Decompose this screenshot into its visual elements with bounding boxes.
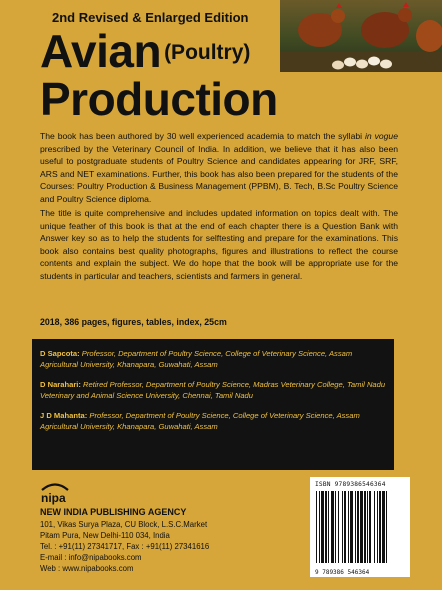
publisher-web: Web : www.nipabooks.com — [40, 564, 134, 573]
author-entry: J D Mahanta: Professor, Department of Poultry Science, College of Veterinary Science, Assam Agricultural University, Khanapara, Guwahati, Assam — [40, 411, 360, 431]
publication-details: 2018, 386 pages, figures, tables, index, 25cm — [40, 317, 227, 327]
publisher-address-1: 101, Vikas Surya Plaza, CU Block, L.S.C.Market — [40, 520, 208, 529]
title-poultry: (Poultry) — [164, 41, 251, 64]
description-paragraph-1: The book has been authored by 30 well experienced academia to match the syllabi in vogue prescribed by the Veterinary Council of India. In addition, we believe that it has also been useful to postgraduate students of Poultry Science and candidates appearing for JRF, SRF, ARS and NET examinations. Further, this book has also been prepared for the students of the Courses: Poultry Production & Business Management (PPBM), B. Tech, B.Sc Poultry Science and Poultry Science diploma. — [40, 131, 398, 204]
publisher-name: NEW INDIA PUBLISHING AGENCY — [40, 507, 187, 517]
title-avian: Avian — [40, 25, 162, 77]
isbn-barcode — [310, 477, 410, 577]
edition-label: 2nd Revised & Enlarged Edition — [52, 10, 249, 25]
publisher-address-2: Pitam Pura, New Delhi-110 034, India — [40, 531, 170, 540]
barcode-digits: 9 789386 546364 — [315, 569, 370, 576]
book-description — [40, 130, 398, 284]
publisher-info — [40, 507, 290, 574]
isbn-label: ISBN 9789386546364 — [315, 481, 386, 488]
author-entry: D Narahari: Retired Professor, Department of Poultry Science, Madras Veterinary College, Tamil Nadu Veterinary and Animal Science University, Chennai, Tamil Nadu — [40, 380, 386, 400]
author-entry: D Sapcota: Professor, Department of Poultry Science, College of Veterinary Science, Assam Agricultural University, Khanapara, Guwahati, Assam — [40, 349, 353, 369]
description-paragraph-2: The title is quite comprehensive and includes updated information on topics dealt with. The unique feather of this book is that at the end of each chapter there is a Question Bank with Answer key so as to help the students for selftesting and prepare for the examinations. This book also contains best quality photographs, figures and illustrations to reflect the course contents and explain the subject. We do hope that the book will be appropriate use for the students in particular and teachers, scientists and farmers in general. — [40, 208, 398, 281]
hens-with-eggs-photo — [280, 0, 442, 72]
logo-text: nipa — [41, 491, 66, 505]
book-title-line-1 — [40, 25, 251, 77]
authors-panel — [32, 339, 394, 470]
publisher-phone: Tel. : +91(11) 27341717, Fax : +91(11) 27341616 — [40, 542, 210, 551]
publisher-email: E-mail : info@nipabooks.com — [40, 553, 142, 562]
barcode-bars — [315, 491, 405, 563]
book-title-line-2: Production — [40, 73, 278, 125]
nipa-logo-icon — [40, 481, 70, 505]
